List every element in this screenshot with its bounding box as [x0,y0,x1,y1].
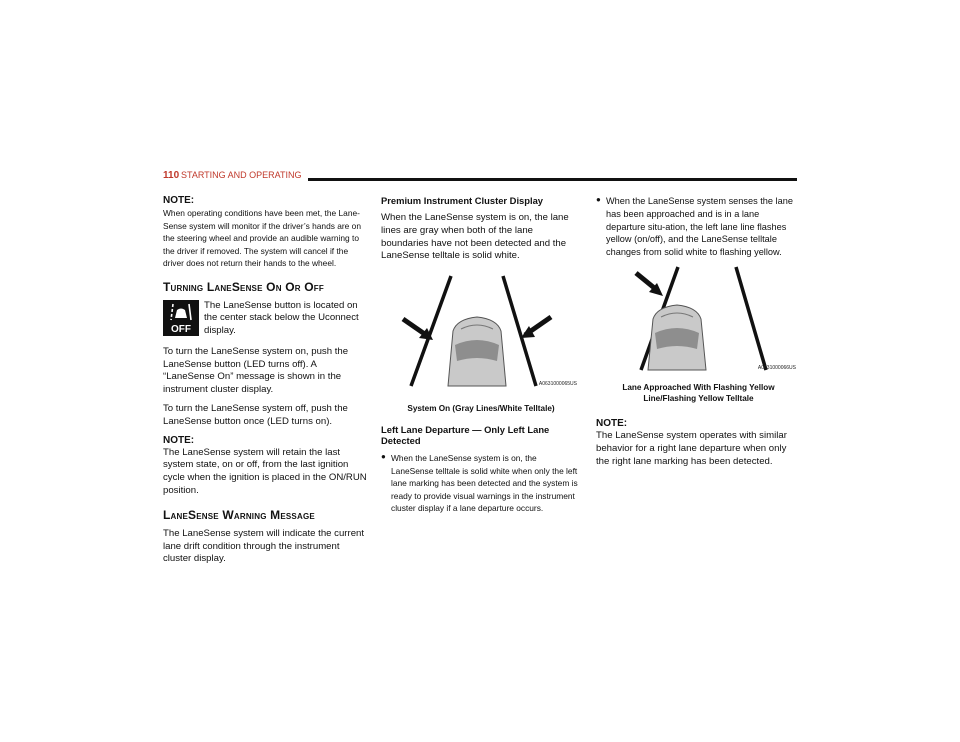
note-label: NOTE: [163,195,195,206]
system-on-illustration [381,271,581,396]
bullet-icon: ● [381,452,386,462]
column-1 [163,195,368,572]
figure-code: A0631000065US [538,381,577,388]
section-heading: Turning LaneSense On Or Off [163,279,324,294]
column-2 [381,195,581,515]
figure-caption: Lane Approached With Flashing Yellow Line/Flashing Yellow Telltale [622,382,775,403]
section-heading: LaneSense Warning Message [163,507,315,522]
bullet-icon: ● [596,195,601,204]
cluster-text: When the LaneSense system is on, the lane lines are gray when both of the lane boundaries have not been detected and the LaneSense telltale is solid white. [381,212,569,262]
column-3 [596,195,801,474]
lane-approached-illustration [596,265,801,375]
figure-code: A0631000066US [757,364,796,371]
note-label: NOTE: [163,434,195,446]
button-location-text: The LaneSense button is located on the center stack below the Uconnect display. [204,299,359,337]
note-text: When operating conditions have been met, the Lane-Sense system will monitor if the driver’s hands are on the steering wheel and provide an audible warning to the driver if removed. The system will cancel if the driver does not return their hands to the wheel. [163,208,361,268]
list-item [381,452,581,515]
note-text: The LaneSense system will retain the last system state, on or off, from the last ignition cycle when the ignition is placed in the ON/RUN position. [163,446,367,497]
figure-caption: System On (Gray Lines/White Telltale) [407,404,555,414]
note-label: NOTE: [596,417,628,429]
warning-text: The LaneSense system will indicate the current lane drift condition through the instrument cluster display. [163,527,365,565]
figure-system-on [381,271,581,414]
figure-lane-approached [596,265,801,404]
header-rule [308,178,797,181]
page-header [163,170,797,186]
page-number: 110 [163,170,180,181]
turn-off-text: To turn the LaneSense system off, push the LaneSense button once (LED turns on). [163,403,348,427]
list-item [596,195,801,259]
bullet-text: When the LaneSense system is on, the LaneSense telltale is solid white when only the left lane marking has been detected and the system is ready to provide visual warnings in the instrument cluster display if a lane departure occurs. [391,453,578,514]
lanesense-off-icon [163,300,199,336]
subheading: Left Lane Departure — Only Left Lane Detected [381,424,550,447]
bullet-text: When the LaneSense system senses the lane has been approached and is in a lane departure situ-ation, the left lane line flashes yellow (on/off), and the LaneSense telltale changes from solid white to flashing yellow. [606,196,793,258]
note-text: The LaneSense system operates with similar behavior for a right lane departure when only the right lane marking has been detected. [596,429,787,467]
section-title: STARTING AND OPERATING [181,170,302,180]
icon-off-label: OFF [171,323,191,335]
turn-on-text: To turn the LaneSense system on, push the LaneSense button (LED turns off). A “LaneSense On” message is shown in the instrument cluster display. [163,345,349,396]
subheading: Premium Instrument Cluster Display [381,195,544,206]
button-description [163,300,368,344]
